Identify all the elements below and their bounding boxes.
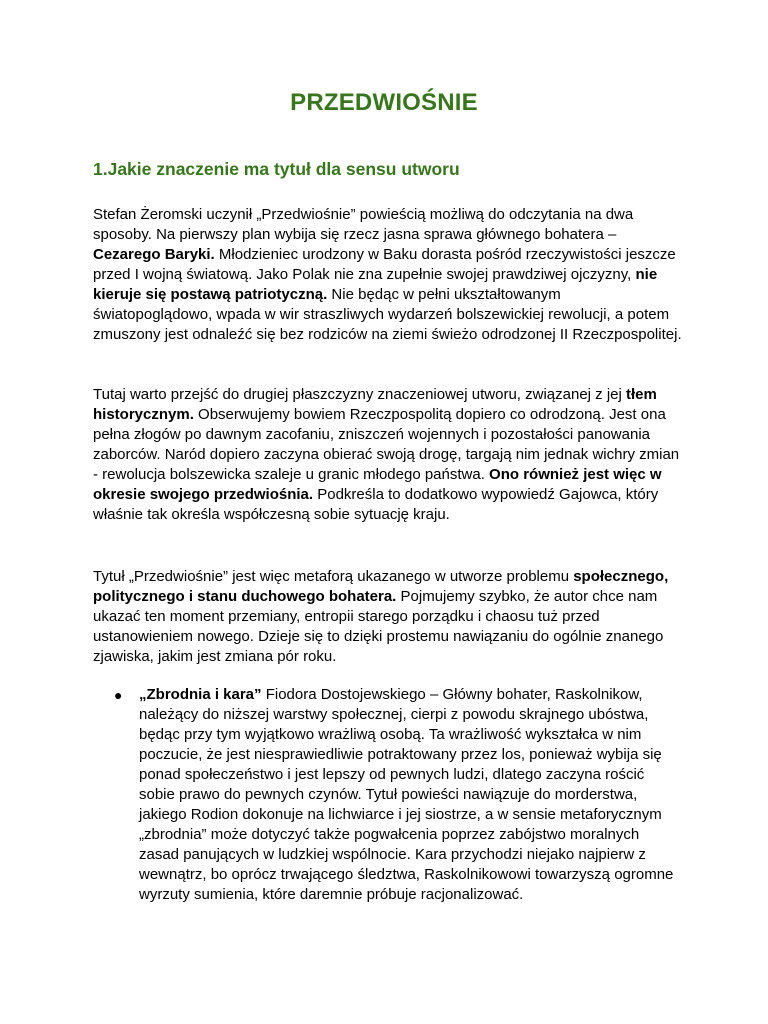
- paragraph-2-text-3: Podkreśla to dodatkowo wypowiedź Gajowca, który właśnie tak określa współczesną sobie sytuację kraju.: [93, 486, 659, 523]
- paragraph-1-bold-1: Cezarego Baryki.: [93, 246, 215, 263]
- bullet-list: [93, 685, 683, 905]
- paragraph-2-text-2: Obserwujemy bowiem Rzeczpospolitą dopiero co odrodzoną. Jest ona pełna złogów po dawnym zacofaniu, zniszczeń wojennych i pozostałości panowania zaborców. Naród dopiero zaczyna obierać swoją drogę, targają nim jednak wichry zmian - rewolucja bolszewicka szaleje u granic młodego państwa.: [93, 406, 680, 483]
- paragraph-2-text-1: Tutaj warto przejść do drugiej płaszczyzny znaczeniowej utworu, związanej z jej: [93, 386, 627, 403]
- list-item-text: Fiodora Dostojewskiego – Główny bohater, Raskolnikow, należący do niższej warstwy społecznej, cierpi z powodu skrajnego ubóstwa, będąc przy tym wyjątkowo wrażliwą osobą. Ta wrażliwość wykształca w nim poczucie, że jest niesprawiedliwie potraktowany przez los, ponieważ wybija się ponad społeczeństwo i jest lepszy od pewnych ludzi, dlatego zaczyna rościć sobie prawo do pewnych czynów. Tytuł powieści nawiązuje do morderstwa, jakiego Rodion dokonuje na lichwiarce i jej siostrze, a w sensie metaforycznym „zbrodnia” może dotyczyć także pogwałcenia poprzez zabójstwo moralnych zasad panujących w ludzkiej wspólnocie. Kara przychodzi niejako najpierw z wewnątrz, bo oprócz trwającego śledztwa, Raskolnikowowi towarzyszą ogromne wyrzuty sumienia, które daremnie próbuje racjonalizować.: [139, 686, 674, 903]
- paragraph-1-bold-2: nie kieruje się postawą patriotyczną.: [93, 266, 658, 303]
- paragraph-1-text-1: Stefan Żeromski uczynił „Przedwiośnie” powieścią możliwą do odczytania na dwa sposoby. Na pierwszy plan wybija się rzecz jasna sprawa głównego bohatera –: [93, 206, 634, 243]
- paragraph-1-text-2: Młodzieniec urodzony w Baku dorasta pośród rzeczywistości jeszcze przed I wojną światową. Jako Polak nie zna zupełnie swojej prawdziwej ojczyzny,: [93, 246, 676, 283]
- paragraph-3: [93, 567, 683, 667]
- paragraph-2: [93, 385, 683, 525]
- bullet-icon: ●: [114, 687, 123, 703]
- paragraph-3-text-1: Tytuł „Przedwiośnie” jest więc metaforą ukazanego w utworze problemu: [93, 568, 574, 585]
- paragraph-1-text-3: Nie będąc w pełni ukształtowanym światopoglądowo, wpada w wir straszliwych wydarzeń bolszewickiej rewolucji, a potem zmuszony jest odnaleźć się bez rodziców na ziemi świeżo odrodzonej II Rzeczpospolitej.: [93, 286, 682, 343]
- document-title: PRZEDWIOŚNIE: [290, 89, 478, 116]
- paragraph-3-text-2: Pojmujemy szybko, że autor chce nam ukazać ten moment przemiany, entropii starego porządku i chaosu tuż przed ustanowieniem nowego. Dzieje się to dzięki prostemu nawiązaniu do ogólnie znanego zjawiska, jakim jest zmiana pór roku.: [93, 588, 664, 665]
- list-item: [93, 685, 683, 905]
- paragraph-2-bold-1: tłem historycznym.: [93, 386, 657, 423]
- list-item-bold: „Zbrodnia i kara”: [139, 686, 262, 703]
- section-heading: 1.Jakie znaczenie ma tytuł dla sensu utworu: [93, 159, 460, 179]
- paragraph-3-bold-1: społecznego, politycznego i stanu duchowego bohatera.: [93, 568, 669, 605]
- paragraph-1: [93, 205, 683, 345]
- paragraph-2-bold-2: Ono również jest więc w okresie swojego przedwiośnia.: [93, 466, 662, 503]
